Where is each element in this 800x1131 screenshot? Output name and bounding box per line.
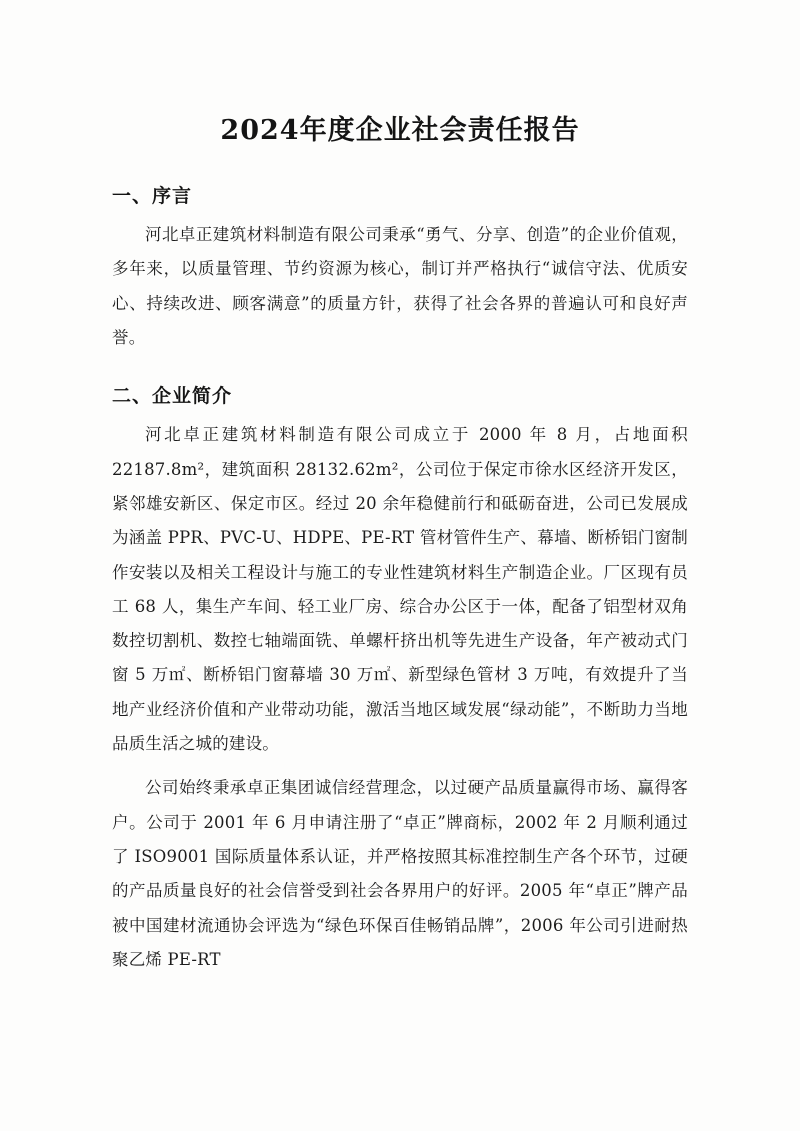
paragraph-company-profile-1: 河北卓正建筑材料制造有限公司成立于 2000 年 8 月，占地面积 22187.8m²，建筑面积 28132.62m²，公司位于保定市徐水区经济开发区，紧邻雄安新区、保定市区。经过 20 余年稳健前行和砥砺奋进，公司已发展成为涵盖 PPR、PVC-U、HDPE、PE-RT 管材管件生产、幕墙、断桥铝门窗制作安装以及相关工程设计与施工的专业性建筑材料生产制造企业。厂区现有员工 68 人，集生产车间、轻工业厂房、综合办公区于一体，配备了铝型材双角数控切割机、数控七轴端面铣、单螺杆挤出机等先进生产设备，年产被动式门窗 5 万㎡、断桥铝门窗幕墙 30 万㎡、新型绿色管材 3 万吨，有效提升了当地产业经济价值和产业带动功能，激活当地区域发展“绿动能”，不断助力当地品质生活之城的建设。 (112, 425, 688, 754)
paragraph-preface-1: 河北卓正建筑材料制造有限公司秉承“勇气、分享、创造”的企业价值观，多年来，以质量管理、节约资源为核心，制订并严格执行“诚信守法、优质安心、持续改进、顾客满意”的质量方针，获得了社会各界的普遍认可和良好声誉。 (112, 225, 688, 347)
page-title: 2024年度企业社会责任报告 (220, 115, 580, 146)
section-heading-preface: 一、序言 (112, 185, 193, 207)
paragraph-company-profile-2: 公司始终秉承卓正集团诚信经营理念，以过硬产品质量赢得市场、赢得客户。公司于 2001 年 6 月申请注册了“卓正”牌商标，2002 年 2 月顺利通过了 ISO9001 国际质量体系认证，并严格按照其标准控制生产各个环节，过硬的产品质量良好的社会信誉受到社会各界用户的好评。2005 年“卓正”牌产品被中国建材流通协会评选为“绿色环保百佳畅销品牌”，2006 年公司引进耐热聚乙烯 PE-RT (112, 778, 688, 969)
section-heading-company-profile: 二、企业简介 (112, 385, 233, 408)
